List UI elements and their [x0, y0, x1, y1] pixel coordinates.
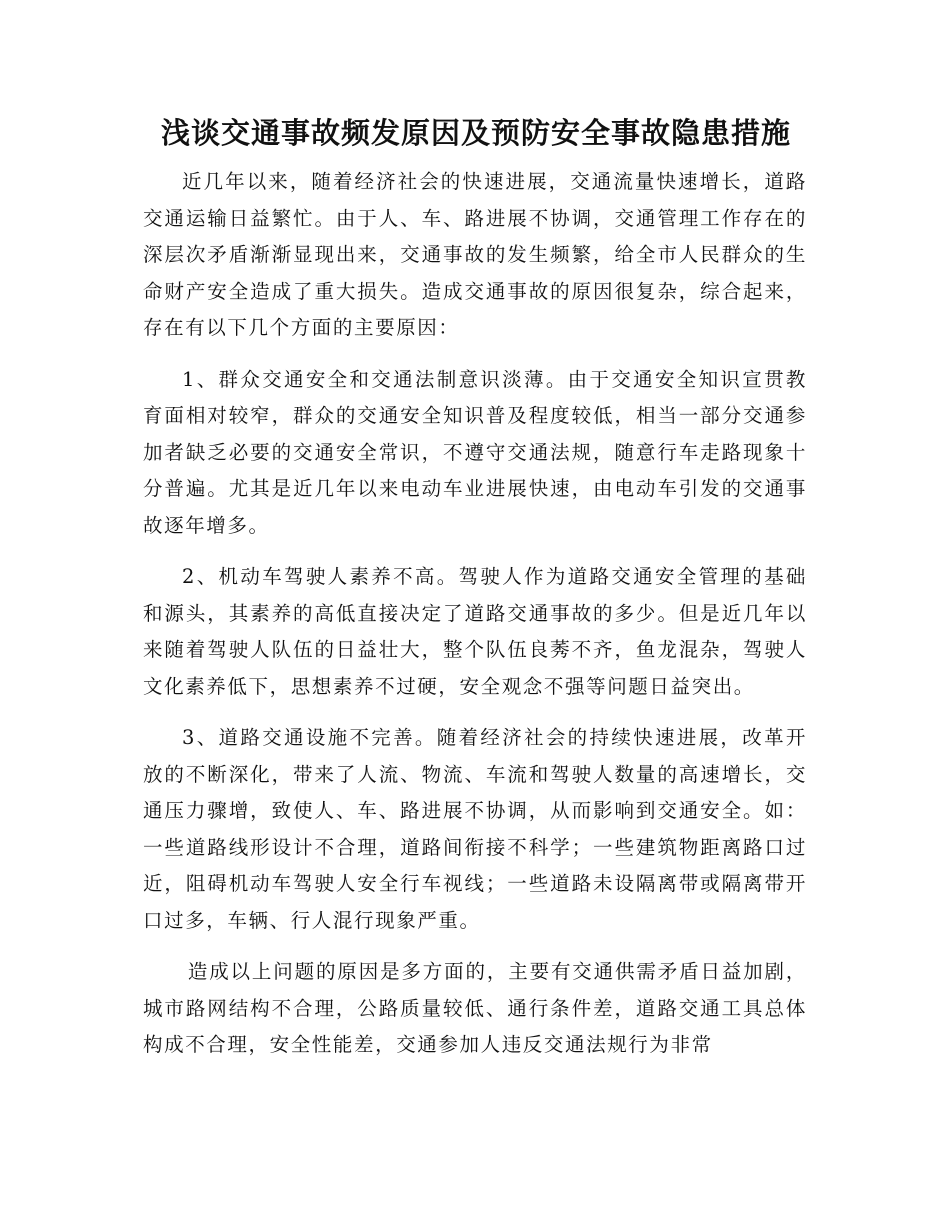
document-title: 浅谈交通事故频发原因及预防安全事故隐患措施	[160, 116, 791, 150]
paragraph-reason-1: 1、群众交通安全和交通法制意识淡薄。由于交通安全知识宣贯教育面相对较窄，群众的交通安全知识普及程度较低，相当一部分交通参加者缺乏必要的交通安全常识，不遵守交通法规，随意行车走路现象十分普遍。尤其是近几年以来电动车业进展快速，由电动车引发的交通事故逐年增多。	[143, 367, 807, 537]
paragraph-reason-3: 3、道路交通设施不完善。随着经济社会的持续快速进展，改革开放的不断深化，带来了人流、物流、车流和驾驶人数量的高速增长，交通压力骤增，致使人、车、路进展不协调，从而影响到交通安全。如：一些道路线形设计不合理，道路间衔接不科学；一些建筑物距离路口过近，阻碍机动车驾驶人安全行车视线；一些道路未设隔离带或隔离带开口过多，车辆、行人混行现象严重。	[143, 726, 807, 932]
paragraph-reason-2: 2、机动车驾驶人素养不高。驾驶人作为道路交通安全管理的基础和源头，其素养的高低直接决定了道路交通事故的多少。但是近几年以来随着驾驶人队伍的日益壮大，整个队伍良莠不齐，鱼龙混杂，驾驶人文化素养低下，思想素养不过硬，安全观念不强等问题日益突出。	[143, 565, 807, 698]
document-body	[143, 164, 807, 1064]
paragraph-intro: 近几年以来，随着经济社会的快速进展，交通流量快速增长，道路交通运输日益繁忙。由于人、车、路进展不协调，交通管理工作存在的深层次矛盾渐渐显现出来，交通事故的发生频繁，给全市人民群众的生命财产安全造成了重大损失。造成交通事故的原因很复杂，综合起来，存在有以下几个方面的主要原因：	[143, 170, 807, 339]
paragraph-causes: 造成以上问题的原因是多方面的，主要有交通供需矛盾日益加剧，城市路网结构不合理，公路质量较低、通行条件差，道路交通工具总体构成不合理，安全性能差，交通参加人违反交通法规行为非常	[143, 960, 807, 1056]
